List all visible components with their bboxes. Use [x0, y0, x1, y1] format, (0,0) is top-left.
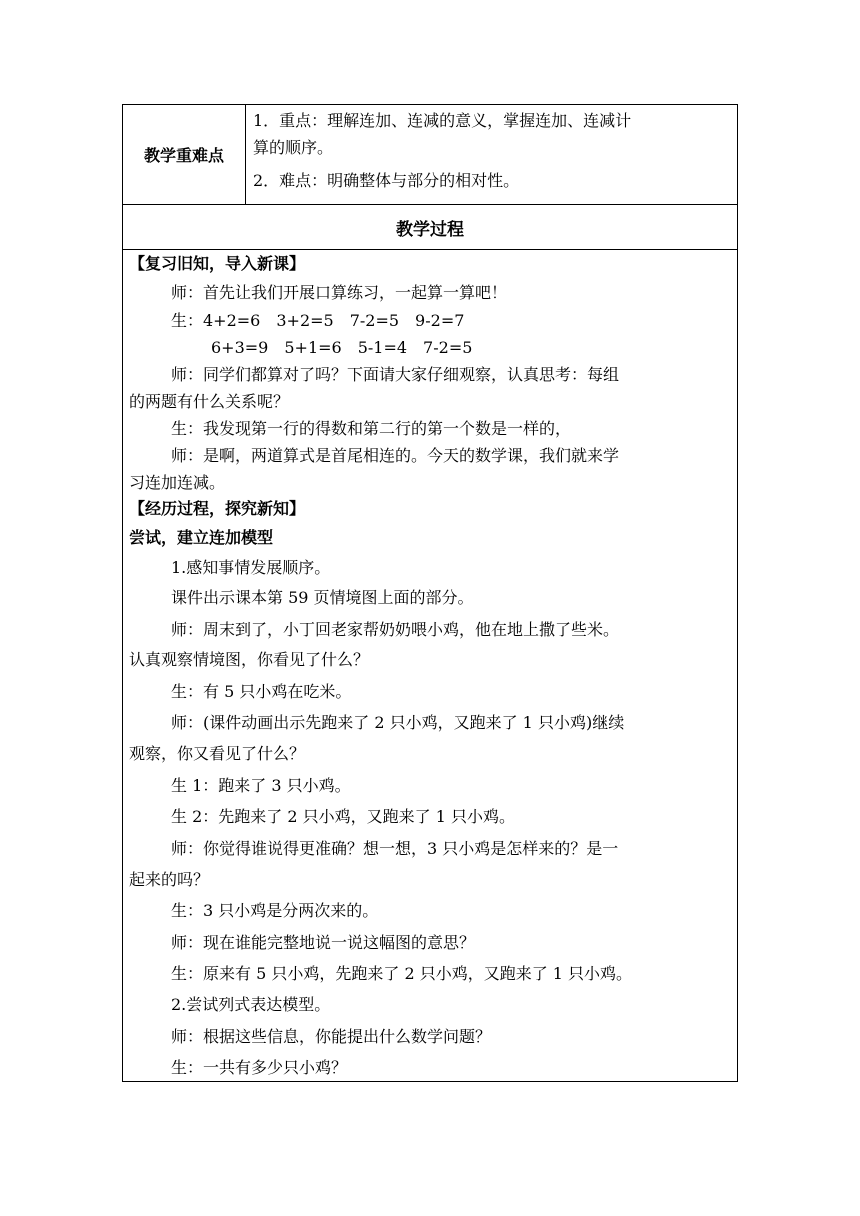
paragraph-line: 师：根据这些信息，你能提出什么数学问题？: [171, 1027, 492, 1046]
paragraph-line: 起来的吗？: [129, 870, 210, 889]
process-header: 教学过程: [123, 205, 737, 250]
key-points-content: [246, 105, 737, 204]
paragraph-line: 习连加连减。: [129, 473, 226, 492]
paragraph-line: 生：有 5 只小鸡在吃米。: [171, 682, 352, 701]
key-points-row: [123, 105, 737, 205]
paragraph-line: 师：(课件动画出示先跑来了 2 只小鸡，又跑来了 1 只小鸡)继续: [171, 713, 625, 732]
key-points-label: 教学重难点: [123, 105, 246, 204]
paragraph-line: 生 1：跑来了 3 只小鸡。: [171, 776, 351, 795]
paragraph-line: 认真观察情境图，你看见了什么？: [129, 650, 370, 669]
paragraph-line: 师：同学们都算对了吗？下面请大家仔细观察，认真思考：每组: [171, 365, 620, 384]
paragraph-line: 师：是啊，两道算式是首尾相连的。今天的数学课，我们就来学: [171, 446, 620, 465]
paragraph-line: 生：3 只小鸡是分两次来的。: [171, 901, 379, 920]
paragraph-line: 生：一共有多少只小鸡？: [171, 1058, 348, 1077]
subsection-heading: 尝试，建立连加模型: [129, 528, 274, 547]
lesson-table: [122, 104, 738, 1082]
paragraph-line: 2.尝试列式表达模型。: [171, 995, 331, 1014]
paragraph-line: 生：原来有 5 只小鸡，先跑来了 2 只小鸡，又跑来了 1 只小鸡。: [171, 964, 633, 983]
paragraph-line: 师：首先让我们开展口算练习，一起算一算吧！: [171, 283, 508, 302]
paragraph-line: 观察，你又看见了什么？: [129, 744, 306, 763]
paragraph-line: 的两题有什么关系呢？: [129, 392, 290, 411]
key-point-1-line-2: 算的顺序。: [253, 138, 334, 157]
paragraph-line: 1.感知事情发展顺序。: [171, 558, 331, 577]
section-heading: 【经历过程，探究新知】: [129, 499, 306, 518]
paragraph-line: 师：现在谁能完整地说一说这幅图的意思？: [171, 933, 476, 952]
paragraph-line: 生：我发现第一行的得数和第二行的第一个数是一样的，: [171, 419, 572, 438]
key-point-2: 2．难点：明确整体与部分的相对性。: [253, 171, 520, 190]
paragraph-line: 生：4+2=6 3+2=5 7-2=5 9-2=7: [171, 311, 465, 330]
paragraph-line: 生 2：先跑来了 2 只小鸡，又跑来了 1 只小鸡。: [171, 807, 515, 826]
paragraph-line: 师：周末到了，小丁回老家帮奶奶喂小鸡，他在地上撒了些米。: [171, 620, 620, 639]
key-point-1-line-1: 1．重点：理解连加、连减的意义，掌握连加、连减计: [253, 111, 632, 130]
paragraph-line: 师：你觉得谁说得更准确？想一想，3 只小鸡是怎样来的？是一: [171, 839, 619, 858]
section-heading: 【复习旧知，导入新课】: [129, 254, 306, 273]
paragraph-line: 课件出示课本第 59 页情境图上面的部分。: [171, 588, 474, 607]
paragraph-line: 6+3=9 5+1=6 5-1=4 7-2=5: [211, 338, 473, 357]
